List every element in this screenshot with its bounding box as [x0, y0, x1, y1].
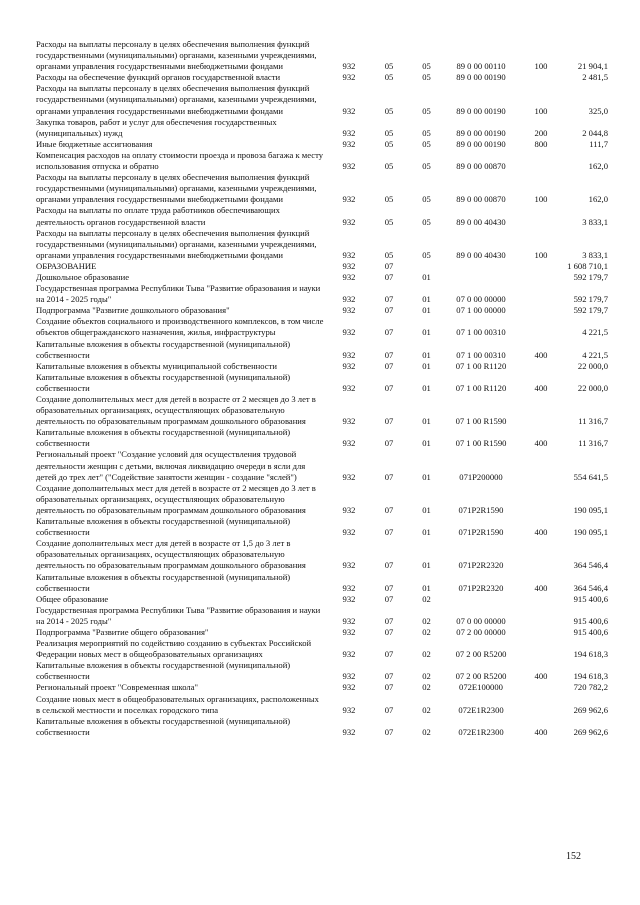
subsection-code-cell: 01 — [422, 560, 431, 571]
section-code-cell: 07 — [384, 560, 394, 571]
target-article-cell: 07 1 00 00310 — [456, 349, 506, 360]
admin-code-cell: 932 — [342, 105, 356, 116]
subsection-code-cell: 05 — [422, 249, 431, 260]
expense-type-cell: 400 — [534, 438, 548, 449]
expense-name-cell: Капитальные вложения в объекты государственной (муниципальной) собственности — [36, 715, 291, 737]
table-row — [36, 682, 608, 693]
table-row — [36, 594, 608, 605]
target-article-cell: 07 1 00 R1120 — [455, 382, 507, 393]
subsection-code-cell — [413, 261, 440, 272]
expense-type-cell: 400 — [534, 726, 548, 737]
section-code-cell: 07 — [384, 294, 394, 305]
table-row — [36, 272, 608, 283]
subsection-code-cell: 02 — [422, 615, 431, 626]
admin-code-cell: 932 — [342, 615, 356, 626]
section-code-cell: 05 — [384, 194, 394, 205]
target-article-cell: 89 0 00 00190 — [456, 127, 506, 138]
expense-name-cell: Капитальные вложения в объекты муниципальной собственности — [36, 360, 277, 371]
amount-cell: 915 400,6 — [573, 615, 608, 626]
table-row — [36, 638, 608, 660]
amount-cell: 194 618,3 — [573, 649, 608, 660]
admin-code-cell: 932 — [342, 271, 356, 282]
subsection-code-cell: 05 — [422, 194, 431, 205]
expense-type-cell: 200 — [534, 127, 548, 138]
amount-cell: 162,0 — [588, 161, 608, 172]
amount-cell: 111,7 — [589, 138, 608, 149]
target-article-cell: 07 0 00 00000 — [456, 294, 506, 305]
expense-name-cell: Компенсация расходов на оплату стоимости проезда и провоза багажа к месту использования отпуска и обратно — [36, 149, 324, 172]
admin-code-cell: 932 — [342, 649, 356, 660]
expense-name-cell: Подпрограмма "Развитие общего образования" — [36, 626, 209, 637]
section-code-cell: 07 — [384, 327, 394, 338]
section-code-cell: 05 — [384, 127, 394, 138]
amount-cell: 190 095,1 — [573, 527, 608, 538]
table-row — [36, 538, 608, 571]
table-row — [36, 516, 608, 538]
expense-name-cell: Общее образование — [36, 593, 109, 604]
admin-code-cell: 932 — [342, 138, 356, 149]
admin-code-cell: 932 — [342, 438, 356, 449]
admin-code-cell: 932 — [342, 682, 356, 693]
table-row — [36, 427, 608, 449]
table-row — [36, 150, 608, 172]
amount-cell: 3 833,1 — [582, 216, 608, 227]
amount-cell: 915 400,6 — [573, 626, 608, 637]
table-row — [36, 305, 608, 316]
expense-name-cell: Дошкольное образование — [36, 271, 130, 282]
target-article-cell: 071P2R1590 — [458, 527, 504, 538]
subsection-code-cell: 01 — [422, 327, 431, 338]
subsection-code-cell: 01 — [422, 382, 431, 393]
expense-name-cell: Региональный проект "Современная школа" — [36, 682, 199, 693]
section-code-cell: 07 — [384, 615, 394, 626]
target-article-cell: 071P2R2320 — [458, 560, 504, 571]
page-number: 152 — [566, 851, 581, 862]
expense-type-cell — [522, 305, 560, 316]
expense-type-cell — [522, 72, 560, 83]
subsection-code-cell: 05 — [422, 105, 431, 116]
expense-type-cell — [522, 638, 560, 660]
expense-type-cell — [522, 627, 560, 638]
section-code-cell: 07 — [384, 416, 394, 427]
expense-name-cell: Капитальные вложения в объекты государственной (муниципальной) собственности — [36, 660, 291, 682]
amount-cell: 11 316,7 — [578, 438, 608, 449]
table-row — [36, 139, 608, 150]
subsection-code-cell: 02 — [422, 726, 431, 737]
expense-name-cell: Создание новых мест в общеобразовательных организациях, расположенных в сельской местности и поселках городского типа — [36, 693, 319, 715]
table-row — [36, 117, 608, 139]
amount-cell: 554 641,5 — [573, 471, 608, 482]
subsection-code-cell: 05 — [422, 72, 431, 83]
table-row — [36, 83, 608, 116]
section-code-cell: 07 — [384, 349, 394, 360]
subsection-code-cell: 01 — [422, 271, 431, 282]
target-article-cell: 89 0 00 00870 — [456, 161, 506, 172]
table-row — [36, 660, 608, 682]
amount-cell: 11 316,7 — [578, 416, 608, 427]
section-code-cell: 07 — [384, 682, 394, 693]
amount-cell: 915 400,6 — [573, 593, 608, 604]
expense-type-cell: 100 — [534, 61, 548, 72]
subsection-code-cell: 01 — [422, 582, 431, 593]
table-row — [36, 283, 608, 305]
target-article-cell: 071P2R1590 — [458, 504, 504, 515]
subsection-code-cell: 01 — [422, 360, 431, 371]
target-article-cell: 89 0 00 00190 — [456, 105, 506, 116]
amount-cell: 364 546,4 — [573, 582, 608, 593]
section-code-cell: 05 — [384, 105, 394, 116]
admin-code-cell: 932 — [342, 127, 356, 138]
subsection-code-cell: 05 — [422, 161, 431, 172]
subsection-code-cell: 02 — [422, 593, 431, 604]
target-article-cell: 89 0 00 00870 — [456, 194, 506, 205]
section-code-cell: 07 — [384, 649, 394, 660]
expense-type-cell — [522, 694, 560, 716]
section-code-cell: 05 — [384, 72, 394, 83]
admin-code-cell: 932 — [342, 349, 356, 360]
expense-name-cell: Капитальные вложения в объекты государственной (муниципальной) собственности — [36, 371, 291, 393]
expense-type-cell: 400 — [534, 349, 548, 360]
subsection-code-cell: 01 — [422, 438, 431, 449]
expense-type-cell: 400 — [534, 582, 548, 593]
admin-code-cell: 932 — [342, 249, 356, 260]
table-row — [36, 605, 608, 627]
admin-code-cell: 932 — [342, 294, 356, 305]
table-row — [36, 39, 608, 72]
subsection-code-cell: 05 — [422, 138, 431, 149]
budget-table — [36, 39, 608, 738]
section-code-cell: 07 — [384, 582, 394, 593]
admin-code-cell: 932 — [342, 593, 356, 604]
table-row — [36, 627, 608, 638]
target-article-cell: 07 2 00 R5200 — [455, 671, 507, 682]
section-code-cell: 05 — [384, 249, 394, 260]
expense-name-cell: Региональный проект "Создание условий для осуществления трудовой деятельности женщин с детьми, включая ликвидацию очереди в ясли для детей до трех лет" ("Содействие занятости женщин - создание "яслей") — [36, 449, 306, 482]
admin-code-cell: 932 — [342, 216, 356, 227]
target-article-cell — [440, 261, 522, 272]
table-row — [36, 316, 608, 338]
expense-type-cell: 400 — [534, 382, 548, 393]
admin-code-cell: 932 — [342, 726, 356, 737]
section-code-cell: 07 — [384, 527, 394, 538]
expense-type-cell — [522, 449, 560, 482]
subsection-code-cell: 02 — [422, 626, 431, 637]
target-article-cell: 07 2 00 R5200 — [455, 649, 507, 660]
target-article-cell: 07 1 00 00000 — [456, 305, 506, 316]
admin-code-cell: 932 — [342, 61, 356, 72]
expense-name-cell: Расходы на выплаты персоналу в целях обеспечения выполнения функций государственными (муниципальными) органами, казенными учреждениями, органами управления государственными внебюджетными фондами — [36, 227, 317, 260]
amount-cell: 190 095,1 — [573, 504, 608, 515]
target-article-cell: 072E1R2300 — [458, 704, 504, 715]
target-article-cell: 071P200000 — [459, 471, 503, 482]
table-row — [36, 361, 608, 372]
admin-code-cell: 932 — [342, 382, 356, 393]
amount-cell: 4 221,5 — [582, 327, 608, 338]
table-row — [36, 72, 608, 83]
expense-type-cell — [522, 605, 560, 627]
admin-code-cell: 932 — [342, 626, 356, 637]
expense-type-cell — [522, 316, 560, 338]
expense-type-cell: 100 — [534, 249, 548, 260]
target-article-cell: 89 0 00 00190 — [456, 72, 506, 83]
table-row — [36, 372, 608, 394]
amount-cell: 22 000,0 — [577, 382, 608, 393]
expense-name-cell: Государственная программа Республики Тыва "Развитие образования и науки на 2014 - 2025 годы" — [36, 604, 321, 626]
expense-type-cell — [522, 682, 560, 693]
table-row — [36, 572, 608, 594]
subsection-code-cell: 05 — [422, 127, 431, 138]
budget-table-body — [36, 39, 608, 738]
expense-type-cell — [522, 283, 560, 305]
section-code-cell: 07 — [384, 593, 394, 604]
expense-name-cell: Закупка товаров, работ и услуг для обеспечения государственных (муниципальных) нужд — [36, 116, 277, 138]
amount-cell: 325,0 — [588, 105, 608, 116]
amount-cell: 1 608 710,1 — [567, 260, 608, 271]
expense-name-cell: Подпрограмма "Развитие дошкольного образования" — [36, 305, 230, 316]
amount-cell: 22 000,0 — [577, 360, 608, 371]
admin-code-cell: 932 — [342, 704, 356, 715]
expense-type-cell — [522, 538, 560, 571]
subsection-code-cell: 01 — [422, 504, 431, 515]
expense-type-cell — [522, 261, 560, 272]
subsection-code-cell: 05 — [422, 61, 431, 72]
expense-name-cell: Капитальные вложения в объекты государственной (муниципальной) собственности — [36, 338, 291, 360]
admin-code-cell: 932 — [342, 72, 356, 83]
admin-code-cell: 932 — [342, 471, 356, 482]
section-code-cell: 07 — [384, 504, 394, 515]
amount-cell: 3 833,1 — [582, 249, 608, 260]
subsection-code-cell: 01 — [422, 416, 431, 427]
admin-code-cell: 932 — [342, 582, 356, 593]
expense-type-cell — [522, 594, 560, 605]
expense-name-cell: Создание дополнительных мест для детей в возрасте от 2 месяцев до 3 лет в образовательных организациях, осуществляющих образовательную деятельность по образовательным программам дошкольного образования — [36, 482, 316, 515]
section-code-cell: 07 — [384, 438, 394, 449]
expense-type-cell — [522, 150, 560, 172]
target-article-cell: 07 1 00 R1590 — [455, 438, 507, 449]
target-article-cell — [440, 272, 522, 283]
section-code-cell: 07 — [384, 360, 394, 371]
expense-name-cell: ОБРАЗОВАНИЕ — [36, 260, 97, 271]
section-code-cell: 07 — [384, 726, 394, 737]
expense-name-cell: Расходы на выплаты персоналу в целях обеспечения выполнения функций государственными (муниципальными) органами, казенными учреждениями, органами управления государственными внебюджетными фондами — [36, 83, 317, 116]
subsection-code-cell: 02 — [422, 649, 431, 660]
subsection-code-cell: 05 — [422, 216, 431, 227]
amount-cell: 720 782,2 — [573, 682, 608, 693]
section-code-cell: 05 — [384, 161, 394, 172]
admin-code-cell: 932 — [342, 260, 356, 271]
amount-cell: 269 962,6 — [573, 726, 608, 737]
table-row — [36, 261, 608, 272]
admin-code-cell: 932 — [342, 360, 356, 371]
expense-name-cell: Государственная программа Республики Тыва "Развитие образования и науки на 2014 - 2025 годы" — [36, 283, 321, 305]
expense-name-cell: Расходы на обеспечение функций органов государственной власти — [36, 72, 281, 83]
amount-cell: 592 179,7 — [573, 294, 608, 305]
section-code-cell: 05 — [384, 138, 394, 149]
target-article-cell: 89 0 00 40430 — [456, 216, 506, 227]
section-code-cell: 05 — [384, 61, 394, 72]
amount-cell: 364 546,4 — [573, 560, 608, 571]
expense-name-cell: Создание дополнительных мест для детей в возрасте от 1,5 до 3 лет в образовательных организациях, осуществляющих образовательную деятельность по образовательным программам дошкольного образования — [36, 538, 306, 571]
target-article-cell: 072E100000 — [459, 682, 503, 693]
target-article-cell: 07 1 00 R1590 — [455, 416, 507, 427]
target-article-cell: 07 0 00 00000 — [456, 615, 506, 626]
expense-name-cell: Расходы на выплаты персоналу в целях обеспечения выполнения функций государственными (муниципальными) органами, казенными учреждениями, органами управления государственными внебюджетными фондами — [36, 172, 317, 205]
expense-name-cell: Капитальные вложения в объекты государственной (муниципальной) собственности — [36, 516, 291, 538]
expense-name-cell: Создание дополнительных мест для детей в возрасте от 2 месяцев до 3 лет в образовательных организациях, осуществляющих образовательную деятельность по образовательным программам дошкольного образования — [36, 394, 316, 427]
amount-cell: 592 179,7 — [573, 305, 608, 316]
section-code-cell: 07 — [384, 382, 394, 393]
section-code-cell: 07 — [384, 260, 394, 271]
table-row — [36, 339, 608, 361]
admin-code-cell: 932 — [342, 194, 356, 205]
expense-name-cell: Создание объектов социального и производственного комплексов, в том числе объектов общегражданского назначения, жилья, инфраструктуры — [36, 316, 324, 338]
section-code-cell: 07 — [384, 305, 394, 316]
subsection-code-cell: 02 — [422, 704, 431, 715]
table-row — [36, 449, 608, 482]
expense-type-cell: 800 — [534, 138, 548, 149]
expense-name-cell: Реализация мероприятий по содействию созданию в субъектах Российской Федерации новых мест в общеобразовательных организациях — [36, 638, 312, 660]
expense-type-cell: 400 — [534, 527, 548, 538]
expense-name-cell: Капитальные вложения в объекты государственной (муниципальной) собственности — [36, 571, 291, 593]
amount-cell: 2 481,5 — [582, 72, 608, 83]
target-article-cell: 07 1 00 R1120 — [455, 360, 507, 371]
admin-code-cell: 932 — [342, 327, 356, 338]
expense-name-cell: Расходы на выплаты по оплате труда работников обеспечивающих деятельность органов государственной власти — [36, 205, 280, 227]
expense-type-cell — [522, 361, 560, 372]
admin-code-cell: 932 — [342, 504, 356, 515]
target-article-cell — [440, 594, 522, 605]
section-code-cell: 07 — [384, 626, 394, 637]
table-row — [36, 716, 608, 738]
subsection-code-cell: 01 — [422, 305, 431, 316]
admin-code-cell: 932 — [342, 560, 356, 571]
table-row — [36, 172, 608, 205]
target-article-cell: 89 0 00 40430 — [456, 249, 506, 260]
expense-type-cell: 100 — [534, 194, 548, 205]
amount-cell: 194 618,3 — [573, 671, 608, 682]
amount-cell: 269 962,6 — [573, 704, 608, 715]
amount-cell: 21 904,1 — [577, 61, 608, 72]
subsection-code-cell: 01 — [422, 294, 431, 305]
section-code-cell: 07 — [384, 271, 394, 282]
expense-type-cell: 400 — [534, 671, 548, 682]
table-row — [36, 483, 608, 516]
subsection-code-cell: 02 — [422, 671, 431, 682]
expense-name-cell: Расходы на выплаты персоналу в целях обеспечения выполнения функций государственными (муниципальными) органами, казенными учреждениями, органами управления государственными внебюджетными фондами — [36, 39, 317, 72]
table-row — [36, 228, 608, 261]
expense-type-cell — [522, 394, 560, 427]
admin-code-cell: 932 — [342, 671, 356, 682]
target-article-cell: 89 0 00 00110 — [456, 61, 506, 72]
subsection-code-cell: 02 — [422, 682, 431, 693]
target-article-cell: 89 0 00 00190 — [456, 138, 506, 149]
table-row — [36, 394, 608, 427]
subsection-code-cell: 01 — [422, 527, 431, 538]
target-article-cell: 07 1 00 00310 — [456, 327, 506, 338]
admin-code-cell: 932 — [342, 161, 356, 172]
table-row — [36, 205, 608, 227]
admin-code-cell: 932 — [342, 527, 356, 538]
subsection-code-cell: 01 — [422, 471, 431, 482]
admin-code-cell: 932 — [342, 416, 356, 427]
target-article-cell: 07 2 00 00000 — [456, 626, 506, 637]
expense-type-cell: 100 — [534, 105, 548, 116]
amount-cell: 2 044,8 — [582, 127, 608, 138]
section-code-cell: 07 — [384, 704, 394, 715]
section-code-cell: 07 — [384, 671, 394, 682]
section-code-cell: 07 — [384, 471, 394, 482]
expense-name-cell: Иные бюджетные ассигнования — [36, 138, 153, 149]
section-code-cell: 05 — [384, 216, 394, 227]
amount-cell: 4 221,5 — [582, 349, 608, 360]
target-article-cell: 072E1R2300 — [458, 726, 504, 737]
expense-type-cell — [522, 205, 560, 227]
subsection-code-cell: 01 — [422, 349, 431, 360]
amount-cell: 592 179,7 — [573, 271, 608, 282]
table-row — [36, 694, 608, 716]
expense-name-cell: Капитальные вложения в объекты государственной (муниципальной) собственности — [36, 427, 291, 449]
admin-code-cell: 932 — [342, 305, 356, 316]
expense-type-cell — [522, 483, 560, 516]
expense-type-cell — [522, 272, 560, 283]
target-article-cell: 071P2R2320 — [458, 582, 504, 593]
amount-cell: 162,0 — [588, 194, 608, 205]
